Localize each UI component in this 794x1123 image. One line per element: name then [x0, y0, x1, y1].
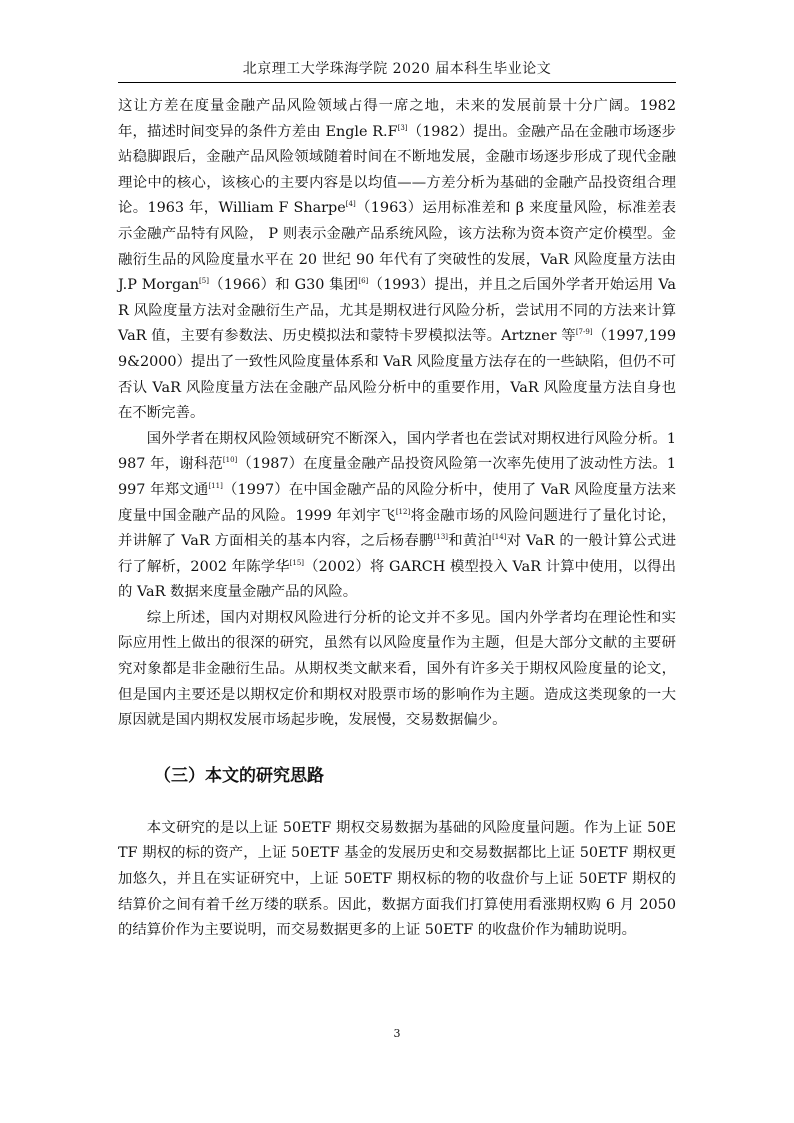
text-run: 和黄泊	[448, 533, 493, 550]
citation-12: [12]	[395, 507, 411, 516]
text-run: 国外学者在期权风险领域研究不断深入，国内学者也在尝试对期权进行风险分析。1987 年，谢科范	[118, 430, 676, 473]
text-run: （1997,1999&2000）提出了一致性风险度量体系和 VaR 风险度量方法存在的一些缺陷，但仍不可否认 VaR 风险度量方法在金融产品风险分析中的重要作用，VaR 风险度量方法自身也在不断完善。	[118, 328, 676, 422]
citation-6: [6]	[358, 277, 369, 286]
citation-13: [13]	[433, 533, 449, 542]
paragraph-foreign-research	[118, 94, 676, 427]
text-run: （1993）提出，并且之后国外学者开始运用 VaR 风险度量方法对金融衍生产品，尤其是期权进行风险分析，尝试用不同的方法来计算 VaR 值，主要有参数法、历史模拟法和蒙特卡罗模拟法等。Artzner 等	[118, 277, 676, 345]
citation-10: [10]	[222, 456, 238, 465]
citation-14: [14]	[492, 533, 507, 542]
text-run: （1987）在度量金融产品投资风险第一次率先使用了波动性方法。1997 年郑文通	[118, 456, 676, 498]
header-rule	[118, 82, 676, 83]
text-run: 这让方差在度量金融产品风险领域占得一席之地，未来的发展前景十分广阔。1982 年，描述时间变异的条件方差由 Engle R.F	[118, 98, 676, 140]
citation-15: [15]	[289, 558, 305, 567]
citation-5: [5]	[199, 277, 209, 286]
paragraph-summary: 综上所述，国内对期权风险进行分析的论文并不多见。国内外学者均在理论性和实际应用性上做出的很深的研究，虽然有以风险度量作为主题，但是大部分文献的主要研究对象都是非金融衍生品。从期权类文献来看，国外有许多关于期权风险度量的论文，但是国内主要还是以期权定价和期权对股票市场的影响作为主题。造成这类现象的一大原因就是国内期权发展市场起步晚，发展慢，交易数据偏少。	[118, 609, 676, 729]
paragraph-domestic-research	[118, 427, 676, 606]
citation-4: [4]	[345, 200, 356, 209]
text-run: （1963）运用标准差和 β 来度量风险，标准差表示金融产品特有风险， P 则表示金融产品系统风险，该方法称为资本资产定价模型。金融衍生品的风险度量水平在 20 世纪 90 年代有了突破性的发展，VaR 风险度量方法由 J.P Morgan	[118, 200, 676, 294]
citation-11: [11]	[208, 481, 223, 490]
text-run: （1966）和 G30 集团	[208, 277, 359, 294]
body-text	[118, 94, 676, 944]
section-heading: （三）本文的研究思路	[154, 765, 324, 786]
text-run: （1982）提出。金融产品在金融市场逐步站稳脚跟后，金融产品风险领域随着时间在不断地发展，金融市场逐步形成了现代金融理论中的核心，该核心的主要内容是以均值——方差分析为基础的金融产品投资组合理论。1963 年，William F Sharpe	[118, 123, 676, 217]
paragraph-research-approach: 本文研究的是以上证 50ETF 期权交易数据为基础的风险度量问题。作为上证 50ETF 期权的标的资产，上证 50ETF 基金的发展历史和交易数据都比上证 50ETF 期权更加悠久，并且在实证研究中，上证 50ETF 期权标的物的收盘价与上证 50ETF 期权的结算价之间有着千丝万缕的联系。因此，数据方面我们打算使用看涨期权购 6 月 2050 的结算价作为主要说明，而交易数据更多的上证 50ETF 的收盘价作为辅助说明。	[118, 819, 676, 939]
page-number: 3	[393, 1027, 401, 1040]
text-run: 将金融市场的风险问题进行了量化讨论，并讲解了 VaR 方面相关的基本内容，之后杨春鹏	[118, 507, 676, 550]
running-header: 北京理工大学珠海学院 2020 届本科生毕业论文	[242, 61, 552, 77]
text-run: （1997）在中国金融产品的风险分析中，使用了 VaR 风险度量方法来度量中国金融产品的风险。1999 年刘宇飞	[118, 481, 676, 524]
citation-7-9: [7-9]	[575, 328, 593, 337]
citation-3: [3]	[397, 123, 408, 132]
text-run: 对 VaR 的一般计算公式进行了解析，2002 年陈学华	[118, 533, 676, 575]
text-run: （2002）将 GARCH 模型投入 VaR 计算中使用，以得出的 VaR 数据来度量金融产品的风险。	[118, 558, 676, 601]
